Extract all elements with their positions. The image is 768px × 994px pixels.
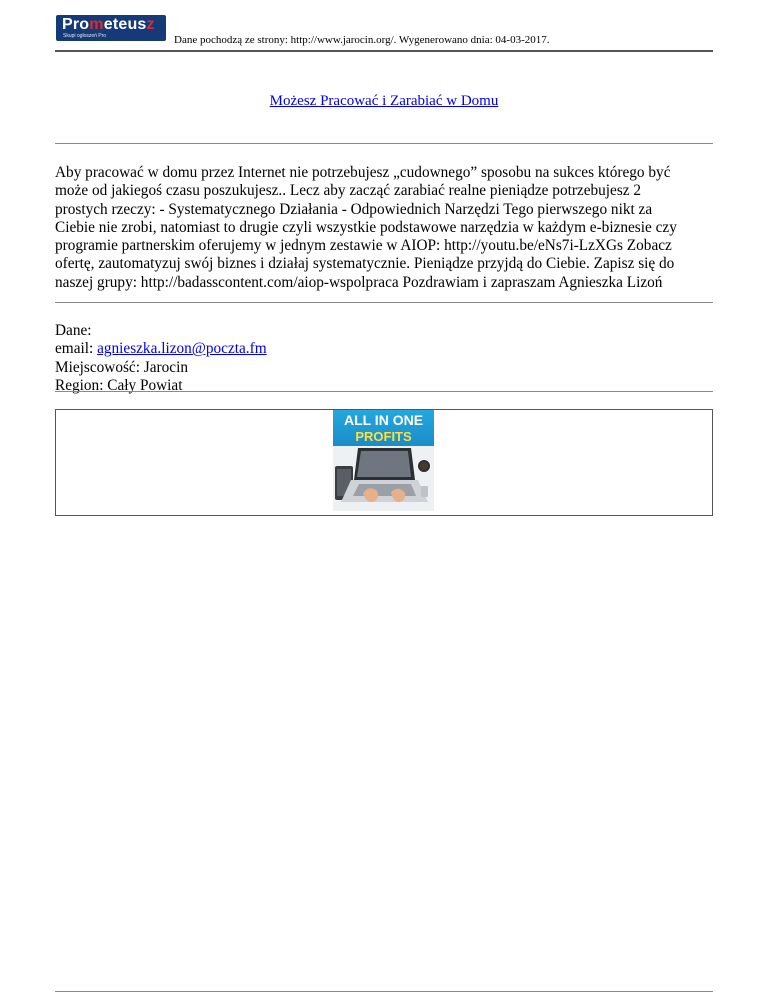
body-line: może od jakiegoś czasu poszukujesz.. Lecz aby zacząć zarabiać realne pieniądze potrzebujesz 2	[55, 182, 642, 200]
logo-tagline: Skupi ogłoszeń Pro	[63, 33, 107, 39]
logo-part-3: eteus	[103, 16, 147, 33]
email-link[interactable]: agnieszka.lizon@poczta.fm	[97, 340, 267, 358]
ad-title-line-2: PROFITS	[355, 429, 412, 444]
body-line: programie partnerskim oferujemy w jednym zestawie w AIOP: http://youtu.be/eNs7i-LzXGs Zobacz	[55, 237, 672, 255]
body-divider	[55, 302, 713, 303]
city-label: Miejscowość:	[55, 358, 144, 376]
listing-title-row	[0, 92, 768, 110]
logo-part-4: z	[146, 16, 155, 33]
ad-image	[333, 410, 434, 511]
body-line: prostych rzeczy: - Systematycznego Działania - Odpowiednich Narzędzi Tego pierwszego nikt za	[55, 200, 653, 218]
region-value: Cały Powiat	[107, 376, 183, 394]
logo-part-1: Pro	[62, 16, 90, 33]
body-line: naszej grupy: http://badasscontent.com/aiop-wspolpraca Pozdrawiam i zapraszam Agnieszka Lizoń	[55, 273, 663, 291]
image-frame	[55, 409, 713, 516]
ad-title-line-1: ALL IN ONE	[343, 412, 424, 428]
details-divider	[55, 391, 713, 392]
region-label: Region:	[55, 376, 108, 394]
footer-divider	[55, 991, 713, 992]
region-row	[55, 377, 267, 395]
details-heading: Dane:	[55, 322, 92, 339]
email-label: email:	[55, 340, 98, 358]
header-divider	[55, 50, 713, 52]
contact-details	[55, 322, 267, 395]
logo-wordmark	[62, 16, 155, 34]
title-divider	[55, 143, 713, 144]
listing-body	[55, 164, 715, 292]
source-note: Dane pochodzą ze strony: http://www.jarocin.org/. Wygenerowano dnia: 04-03-2017.	[174, 34, 550, 46]
logo-part-2: m	[89, 16, 104, 33]
city-value: Jarocin	[143, 358, 188, 376]
city-row	[55, 359, 267, 377]
prometeusz-logo	[56, 15, 166, 41]
laptop-hands-illustration	[333, 446, 434, 511]
body-line: Ciebie nie zrobi, natomiast to drugie czyli wszystkie podstawowe narzędzia w każdym e-biznesie czy	[55, 218, 677, 236]
body-line: ofertę, zautomatyzuj swój biznes i działaj systematycznie. Pieniądze przyjdą do Ciebie. Zapisz się do	[55, 255, 675, 273]
body-line: Aby pracować w domu przez Internet nie potrzebujesz „cudownego” sposobu na sukces którego być	[55, 164, 671, 181]
listing-title-link[interactable]: Możesz Pracować i Zarabiać w Domu	[269, 93, 499, 109]
email-row	[55, 340, 267, 358]
